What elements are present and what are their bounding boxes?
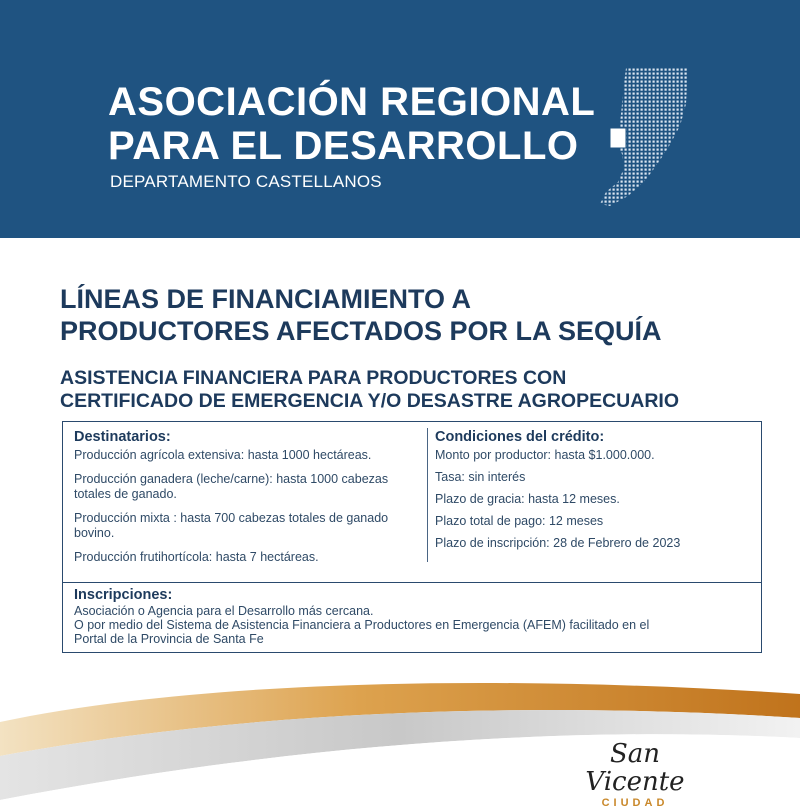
- subtitle-line1: ASISTENCIA FINANCIERA PARA PRODUCTORES CON: [60, 367, 567, 389]
- condicion-item: Plazo de gracia: hasta 12 meses.: [435, 492, 620, 506]
- condicion-item: Monto por productor: hasta $1.000.000.: [435, 448, 655, 462]
- org-name-line2: PARA EL DESARROLLO: [108, 124, 579, 168]
- destinatario-item: Producción frutihortícola: hasta 7 hectáreas.: [74, 550, 319, 564]
- page-subtitle: [60, 367, 679, 413]
- condiciones-section: [435, 429, 755, 558]
- condicion-item: Tasa: sin interés: [435, 470, 526, 484]
- inscripciones-section: [74, 587, 758, 646]
- inscripciones-heading: Inscripciones:: [74, 587, 173, 603]
- page-title: [60, 283, 662, 347]
- info-divider: [62, 582, 762, 583]
- inscripciones-line: Asociación o Agencia para el Desarrollo más cercana.: [74, 604, 374, 618]
- destinatario-item: Producción ganadera (leche/carne): hasta 1000 cabezas totales de ganado.: [74, 472, 389, 501]
- header-banner: [0, 0, 800, 238]
- condiciones-heading: Condiciones del crédito:: [435, 429, 605, 445]
- subtitle-line2: CERTIFICADO DE EMERGENCIA Y/O DESASTRE AGROPECUARIO: [60, 390, 680, 412]
- inscripciones-line: Portal de la Provincia de Santa Fe: [74, 632, 264, 646]
- title-line1: LÍNEAS DE FINANCIAMIENTO A: [60, 284, 472, 314]
- title-line2: PRODUCTORES AFECTADOS POR LA SEQUÍA: [60, 316, 662, 346]
- brand-name: San Vicente: [585, 739, 685, 797]
- destinatario-item: Producción agrícola extensiva: hasta 1000 hectáreas.: [74, 448, 372, 462]
- destinatarios-heading: Destinatarios:: [74, 429, 171, 445]
- destinatarios-section: [74, 429, 420, 574]
- column-divider: [427, 428, 428, 562]
- org-subtitle: DEPARTAMENTO CASTELLANOS: [110, 172, 382, 191]
- brand-subtitle: CIUDAD: [601, 797, 669, 809]
- org-name-line1: ASOCIACIÓN REGIONAL: [108, 80, 596, 124]
- province-map-icon: [596, 64, 692, 210]
- inscripciones-line: O por medio del Sistema de Asistencia Financiera a Productores en Emergencia (AFEM) facilitado en el: [74, 618, 650, 632]
- org-name: [108, 80, 595, 168]
- destinatario-item: Producción mixta : hasta 700 cabezas totales de ganado bovino.: [74, 511, 389, 540]
- condicion-item: Plazo total de pago: 12 meses: [435, 514, 604, 528]
- condicion-item: Plazo de inscripción: 28 de Febrero de 2023: [435, 536, 681, 550]
- brand-logo: [560, 740, 710, 809]
